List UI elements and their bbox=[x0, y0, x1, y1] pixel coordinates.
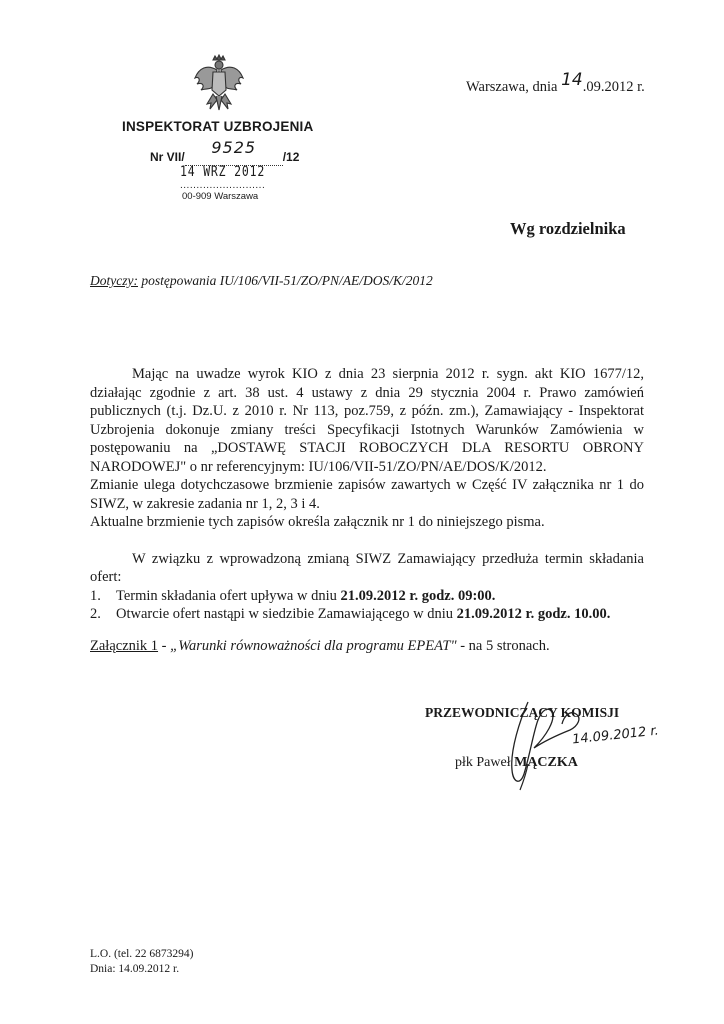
institution-name: INSPEKTORAT UZBROJENIA bbox=[122, 119, 314, 134]
footer-date: Dnia: 14.09.2012 r. bbox=[90, 963, 180, 975]
polish-eagle-emblem-icon bbox=[193, 54, 245, 112]
place-and-date: Warszawa, dnia 14.09.2012 r. bbox=[466, 70, 645, 95]
paragraph-4: W związku z wprowadzoną zmianą SIWZ Zamawiający przedłuża termin składania ofert: bbox=[90, 550, 644, 585]
paragraph-1: Mając na uwadze wyrok KIO z dnia 23 sierpnia 2012 r. sygn. akt KIO 1677/12, działając zgodnie z art. 38 ust. 4 ustawy z dnia 29 stycznia 2004 r. Prawo zamówień publicznych (t.j. Dz.U. z 2010 r. Nr 113, poz.759, z późn. zm.), Zamawiający - Inspektorat Uzbrojenia dokonuje zmiany treści Specyfikacji Istotnych Warunków Zamówienia w postępowaniu na „DOSTAWĘ STACJI ROBOCZYCH DLA RESORTU OBRONY NARODOWEJ" o nr referencyjnym: IU/106/VII-51/ZO/PN/AE/DOS/K/2012. bbox=[90, 366, 644, 475]
paragraph-3: Aktualne brzmienie tych zapisów określa załącznik nr 1 do niniejszego pisma. bbox=[90, 514, 545, 530]
handwritten-date-note: 14.09.2012 r. bbox=[571, 723, 660, 748]
attachment-label: Załącznik 1 bbox=[90, 638, 159, 654]
stamp-dotted-line: .......................... bbox=[180, 180, 266, 191]
list-item: 2. Otwarcie ofert nastąpi w siedzibie Zamawiającego w dniu 21.09.2012 r. godz. 10.00. bbox=[90, 606, 611, 622]
signatory-name: płk Paweł MĄCZKA bbox=[455, 755, 578, 770]
footer-contact: L.O. (tel. 22 6873294) bbox=[90, 948, 194, 960]
attachment-title: „Warunki równoważności dla programu EPEAT" bbox=[170, 638, 457, 654]
subject-label: Dotyczy: bbox=[90, 273, 138, 288]
deadline-list bbox=[90, 587, 644, 624]
letter-body bbox=[90, 365, 644, 624]
paragraph-2: Zmianie ulega dotychczasowe brzmienie zapisów zawartych w Część IV załącznika nr 1 do SIWZ, w zakresie zadania nr 1, 2, 3 i 4. bbox=[90, 477, 644, 512]
attachment-line: Załącznik 1 - „Warunki równoważności dla programu EPEAT" - na 5 stronach. bbox=[90, 638, 550, 654]
subject-line bbox=[90, 273, 433, 289]
subject-text: postępowania IU/106/VII-51/ZO/PN/AE/DOS/K/2012 bbox=[137, 273, 433, 288]
list-item: 1. Termin składania ofert upływa w dniu 21.09.2012 r. godz. 09:00. bbox=[90, 587, 496, 604]
date-stamp: 14 WRZ 2012 bbox=[180, 164, 266, 180]
handwritten-ref-number: 9525 bbox=[211, 138, 257, 157]
reference-number: Nr VII/ 9525 /12 bbox=[150, 138, 300, 164]
recipient: Wg rozdzielnika bbox=[510, 219, 626, 238]
stamp-city: 00-909 Warszawa bbox=[182, 191, 259, 202]
handwritten-day: 14 bbox=[561, 70, 583, 90]
signatory-title: PRZEWODNICZĄCY KOMISJI bbox=[425, 705, 620, 720]
